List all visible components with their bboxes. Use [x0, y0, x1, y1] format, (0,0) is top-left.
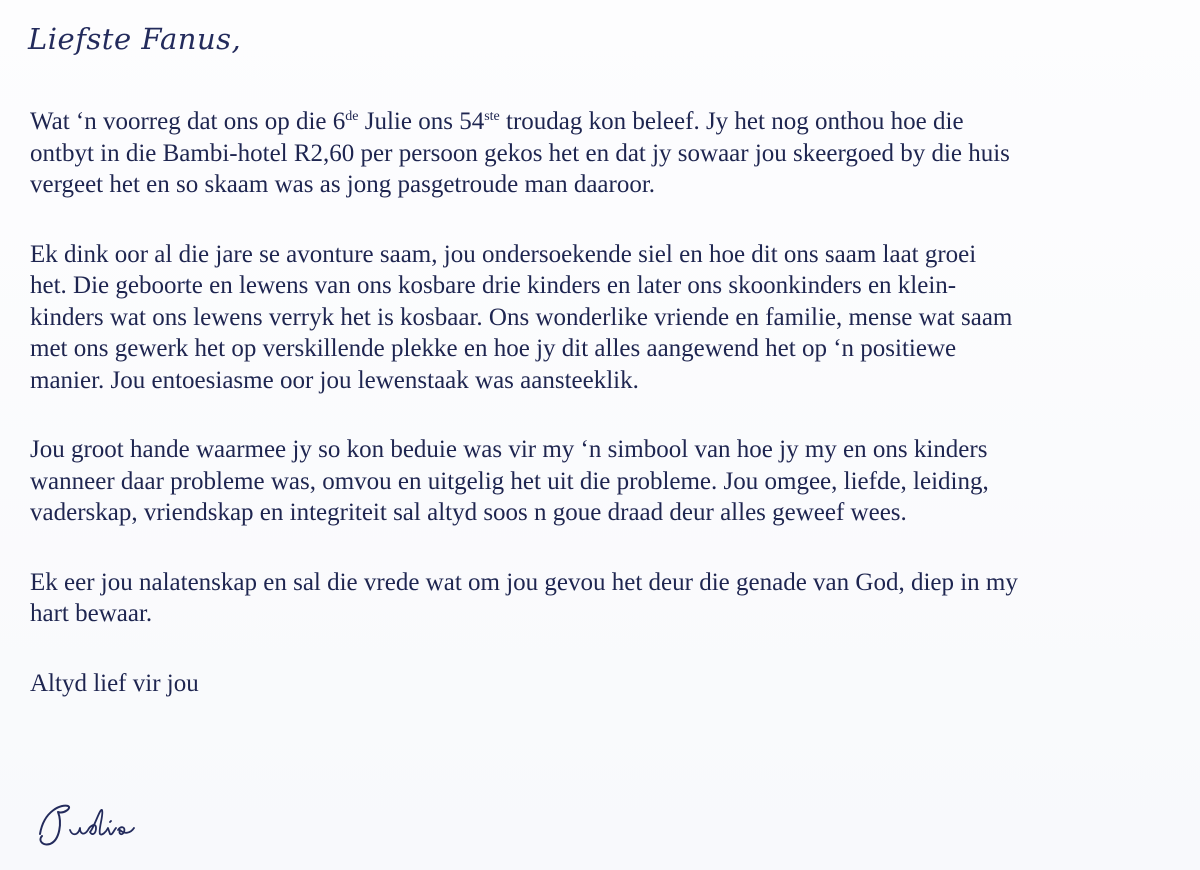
paragraph-3-line-2: wanneer daar probleme was, omvou en uitgelig het uit die probleme. Jou omgee, liefde, leiding,: [30, 467, 989, 495]
signature-mark: [34, 800, 144, 848]
paragraph-4-line-1: Ek eer jou nalatenskap en sal die vrede wat om jou gevou het deur die genade van God, diep in my: [30, 568, 1018, 596]
paragraph-1-line-1: Wat ‘n voorreg dat ons op die 6de Julie ons 54ste troudag kon beleef. Jy het nog onthou hoe die: [30, 108, 964, 135]
paragraph-3-line-3: vaderskap, vriendskap en integriteit sal altyd soos n goue draad deur alles geweef wees.: [30, 499, 907, 526]
ordinal-suffix-ste: ste: [484, 109, 500, 124]
paragraph-3-line-1: Jou groot hande waarmee jy so kon beduie was vir my ‘n simbool van hoe jy my en ons kinders: [30, 436, 988, 463]
paragraph-2-line-3: kinders wat ons lewens verryk het is kosbaar. Ons wonderlike vriende en familie, mense wat saam: [30, 303, 1013, 331]
closing-line: Altyd lief vir jou: [30, 669, 199, 697]
paragraph-4-line-2: hart bewaar.: [30, 600, 153, 627]
paragraph-1: [30, 106, 1180, 201]
paragraph-3: [30, 434, 1180, 529]
ordinal-suffix-de: de: [345, 109, 359, 124]
signature: [34, 800, 144, 848]
paragraph-2-line-5: manier. Jou entoesiasme oor jou lewenstaak was aansteeklik.: [30, 366, 639, 394]
paragraph-2-line-4: met ons gewerk het op verskillende plekke en hoe jy dit alles aangewend het op ‘n positiewe: [30, 335, 957, 362]
paragraph-2-line-2: het. Die geboorte en lewens van ons kosbare drie kinders en later ons skoonkinders en klein-: [30, 272, 957, 299]
salutation: Liefste Fanus,: [28, 22, 242, 56]
paragraph-1-line-2: ontbyt in die Bambi-hotel R2,60 per persoon gekos het en dat jy sowaar jou skeergoed by die huis: [30, 139, 1010, 167]
paragraph-2: [30, 239, 1180, 397]
paragraph-4: [30, 567, 1180, 630]
letter-body: [30, 106, 1180, 699]
paragraph-2-line-1: Ek dink oor al die jare se avonture saam, jou ondersoekende siel en hoe dit ons saam laat groei: [30, 240, 977, 268]
paragraph-1-line-3: vergeet het en so skaam was as jong pasgetroude man daaroor.: [30, 171, 656, 198]
